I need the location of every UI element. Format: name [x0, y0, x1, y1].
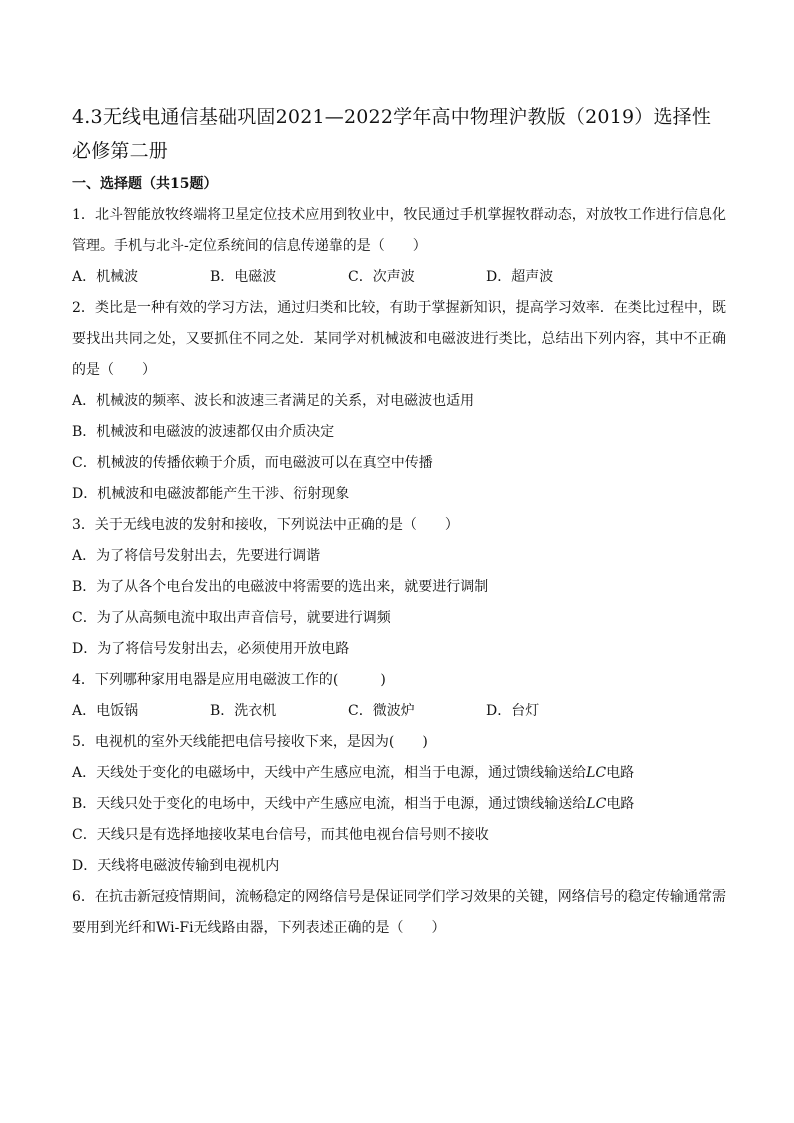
option-suffix: 电路 [606, 796, 635, 812]
question-stem: 6．在抗击新冠疫情期间，流畅稳定的网络信号是保证同学们学习效果的关键，网络信号的稳定传输通常需要用到光纤和Wi-Fi无线路由器，下列表述正确的是（ ） [72, 889, 726, 936]
option-d: D．机械波和电磁波都能产生干涉、衍射现象 [72, 486, 350, 502]
question-3 [72, 510, 726, 665]
option-a: A．机械波的频率、波长和波速三者满足的关系，对电磁波也适用 [72, 393, 475, 409]
option-c: C．机械波的传播依赖于介质，而电磁波可以在真空中传播 [72, 455, 433, 471]
option-a [72, 758, 726, 789]
option-a: A．为了将信号发射出去，先要进行调谐 [72, 548, 321, 564]
question-stem: 4．下列哪种家用电器是应用电磁波工作的( ) [72, 672, 386, 688]
option-text: A．天线处于变化的电磁场中，天线中产生感应电流，相当于电源，通过馈线输送给 [72, 765, 587, 781]
lc-symbol: LC [586, 796, 607, 812]
question-stem: 2．类比是一种有效的学习方法，通过归类和比较，有助于掌握新知识，提高学习效率．在类比过程中，既要找出共同之处，又要抓住不同之处．某同学对机械波和电磁波进行类比，总结出下列内容，其中不正确的是（ ） [72, 300, 726, 378]
question-stem: 5．电视机的室外天线能把电信号接收下来，是因为( ) [72, 734, 428, 750]
question-2 [72, 293, 726, 510]
option-text: B．天线只处于变化的电场中，天线中产生感应电流，相当于电源，通过馈线输送给 [72, 796, 587, 812]
question-1 [72, 200, 726, 293]
option-a: A．机械波 [72, 269, 139, 285]
question-5 [72, 727, 726, 882]
option-c: C．微波炉 [348, 703, 415, 719]
question-4 [72, 665, 726, 727]
options-row [72, 262, 726, 293]
option-d: D．天线将电磁波传输到电视机内 [72, 858, 280, 874]
options-row [72, 696, 726, 727]
option-suffix: 电路 [606, 765, 635, 781]
question-stem: 1．北斗智能放牧终端将卫星定位技术应用到牧业中，牧民通过手机掌握牧群动态，对放牧工作进行信息化管理。手机与北斗-定位系统间的信息传递靠的是（ ） [72, 207, 726, 254]
question-6 [72, 882, 726, 944]
option-d: D．台灯 [486, 703, 540, 719]
option-c: C．为了从高频电流中取出声音信号，就要进行调频 [72, 610, 391, 626]
option-b: B．为了从各个电台发出的电磁波中将需要的选出来，就要进行调制 [72, 579, 489, 595]
option-d: D．超声波 [486, 269, 554, 285]
option-a: A．电饭锅 [72, 703, 139, 719]
option-b: B．电磁波 [210, 269, 277, 285]
option-c: C．次声波 [348, 269, 415, 285]
lc-symbol: LC [586, 765, 607, 781]
document-page [72, 100, 726, 944]
option-c: C．天线只是有选择地接收某电台信号，而其他电视台信号则不接收 [72, 827, 489, 843]
option-b: B．机械波和电磁波的波速都仅由介质决定 [72, 424, 335, 440]
option-b [72, 789, 726, 820]
section-heading: 一、选择题（共15题） [72, 176, 218, 192]
option-b: B．洗衣机 [210, 703, 277, 719]
document-title: 4.3无线电通信基础巩固2021—2022学年高中物理沪教版（2019）选择性必修第二册 [72, 106, 712, 162]
question-stem: 3．关于无线电波的发射和接收，下列说法中正确的是（ ） [72, 517, 459, 533]
option-d: D．为了将信号发射出去，必须使用开放电路 [72, 641, 350, 657]
